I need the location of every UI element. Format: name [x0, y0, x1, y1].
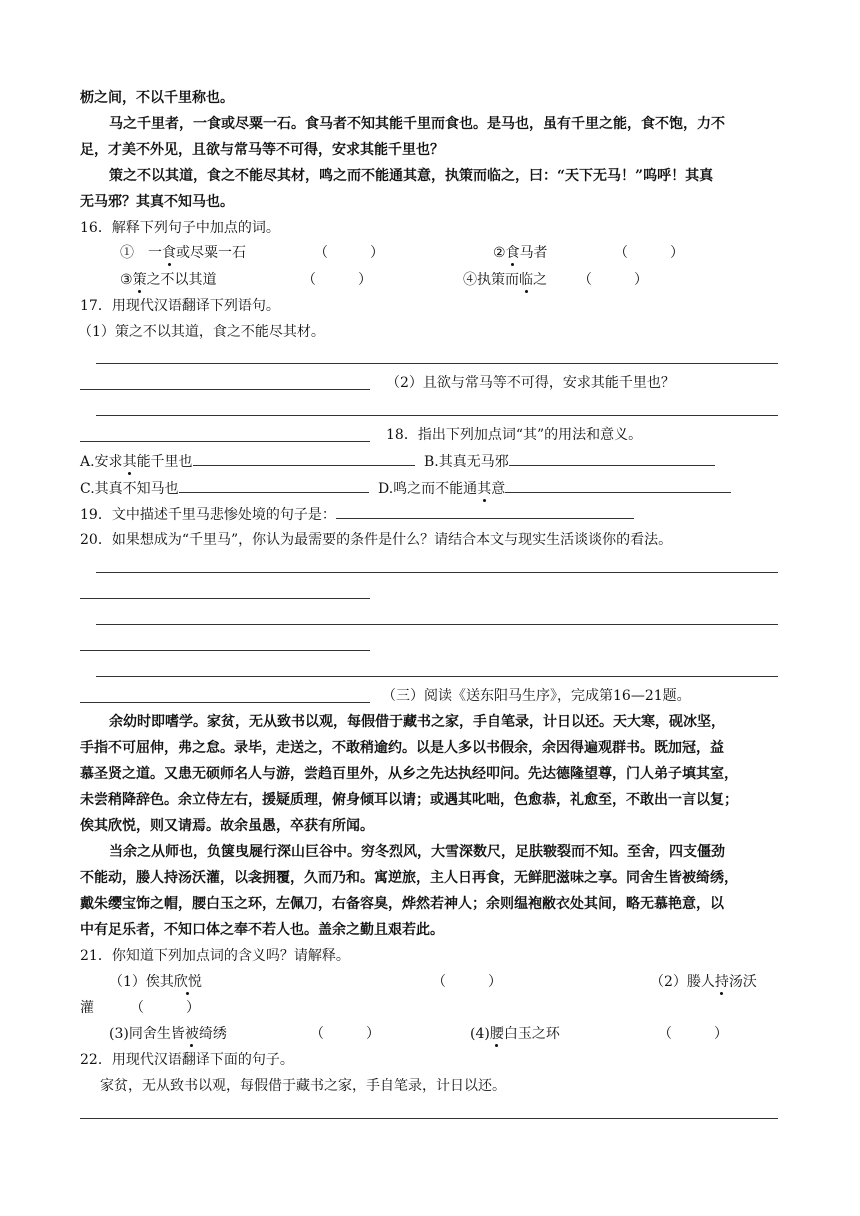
answer-blank[interactable]: （ ） — [310, 1026, 380, 1042]
q18-item-c: C.其真不知马也 — [80, 478, 780, 499]
passage-line: 策之不以其道，食之不能尽其材，鸣之而不能通其意，执策而临之，曰：“天下无马！”呜呼！其真 — [109, 168, 714, 184]
q21-item-2: （2）媵人持汤沃 — [650, 974, 757, 990]
dotted-word: 策 — [132, 272, 147, 288]
passage-line: 余幼时即嗜学。家贫，无从致书以观，每假借于藏书之家，手自笔录，计日以还。天大寒，砚冰坚， — [109, 714, 725, 730]
answer-line[interactable] — [336, 504, 634, 519]
answer-blank[interactable]: （ ） — [314, 245, 384, 261]
question-19: 19．文中描述千里马悲惨处境的句子是： — [80, 504, 780, 525]
section-3-title: （三）阅读《送东阳马生序》，完成第16—21题。 — [382, 688, 691, 704]
q16-item-1: ① 一食或尽粟一石 — [120, 245, 246, 261]
answer-line[interactable] — [96, 624, 778, 625]
answer-blank[interactable]: （ ） — [130, 1000, 200, 1016]
dotted-word: 食 — [505, 245, 520, 261]
answer-line[interactable] — [96, 363, 778, 364]
answer-line[interactable] — [179, 478, 369, 493]
dotted-word: 其 — [477, 481, 492, 497]
dotted-word: 食 — [162, 245, 176, 261]
dotted-word: 欣悦 — [173, 974, 202, 990]
question-20-stem: 20．如果想成为“千里马”，你认为最需要的条件是什么？请结合本文与现实生活谈谈你的看法。 — [80, 532, 673, 548]
passage-line: 马之千里者，一食或尽粟一石。食马者不知其能千里而食也。是马也，虽有千里之能，食不饱，力不 — [109, 116, 725, 132]
question-18-stem: 18．指出下列加点词“其”的用法和意义。 — [386, 427, 643, 443]
passage-line: 当余之从师也，负箧曳屣行深山巨谷中。穷冬烈风，大雪深数尺，足肤皲裂而不知。至舍，四支僵劲 — [109, 844, 725, 860]
dotted-word: 腰 — [489, 1026, 504, 1042]
question-22-stem: 22．用现代汉语翻译下面的句子。 — [80, 1052, 294, 1068]
answer-line[interactable] — [80, 702, 370, 703]
q22-sentence: 家贫，无从致书以观，每假借于藏书之家，手自笔录，计日以还。 — [100, 1078, 506, 1094]
passage-line: 枥之间，不以千里称也。 — [80, 90, 234, 106]
q18-item-d: D.鸣之而不能通其意 — [378, 478, 860, 499]
answer-blank[interactable]: （ ） — [432, 974, 502, 990]
q16-item-2: ②食马者 — [493, 245, 548, 261]
q21-item-1: （1）俟其欣悦 — [109, 974, 202, 990]
q17-sentence-1: （1）策之不以其道，食之不能尽其材。 — [78, 324, 325, 340]
question-21-stem: 21．你知道下列加点词的含义吗？请解释。 — [80, 948, 350, 964]
dotted-word: 持 — [714, 974, 729, 990]
dotted-word: 其 — [122, 454, 137, 470]
answer-line[interactable] — [96, 676, 778, 677]
answer-line[interactable] — [96, 572, 778, 573]
answer-line[interactable] — [80, 389, 370, 390]
q21-item-3: (3)同舍生皆被绮绣 — [109, 1026, 227, 1042]
q18-item-a: A.安求其能千里也 — [80, 451, 780, 472]
q16-item-4: ④执策而临之 — [463, 272, 547, 288]
q16-item-3: ③策之不以其道 — [120, 272, 217, 288]
answer-line[interactable] — [80, 650, 370, 651]
answer-line[interactable] — [80, 598, 370, 599]
answer-line[interactable] — [80, 441, 370, 442]
q18-item-b: B.其真无马邪 — [424, 451, 860, 472]
answer-blank[interactable]: （ ） — [614, 245, 684, 261]
passage-line: 无马邪？其真不知马也。 — [80, 194, 234, 210]
q21-item-2-cont: 灌 （ ） — [80, 1000, 200, 1016]
passage-line: 戴朱缨宝饰之帽，腰白玉之环，左佩刀，右备容臭，烨然若神人；余则缊袍敝衣处其间，略无慕艳意，以 — [80, 896, 724, 912]
q21-item-4: (4)腰白玉之环 — [470, 1026, 560, 1042]
passage-line: 不能动，媵人持汤沃灌，以衾拥覆，久而乃和。寓逆旅，主人日再食，无鲜肥滋味之享。同舍生皆被绮绣， — [80, 870, 738, 886]
answer-blank[interactable]: （ ） — [658, 1026, 728, 1042]
answer-line[interactable] — [505, 478, 731, 493]
passage-line: 慕圣贤之道。又患无硕师名人与游，尝趋百里外，从乡之先达执经叩问。先达德隆望尊，门人弟子填其室， — [80, 766, 738, 782]
question-16-stem: 16．解释下列句子中加点的词。 — [80, 220, 280, 236]
dotted-word: 临 — [519, 272, 533, 288]
answer-line[interactable] — [509, 451, 715, 466]
answer-line[interactable] — [193, 451, 415, 466]
passage-line: 手指不可屈伸，弗之怠。录毕，走送之，不敢稍逾约。以是人多以书假余，余因得遍观群书。既加冠，益 — [80, 740, 724, 756]
q17-sentence-2: （2）且欲与常马等不可得，安求其能千里也？ — [386, 375, 675, 391]
passage-line: 未尝稍降辞色。余立侍左右，援疑质理，俯身倾耳以请；或遇其叱咄，色愈恭，礼愈至，不敢出一言以复； — [80, 792, 738, 808]
answer-blank[interactable]: （ ） — [302, 272, 372, 288]
passage-line: 足，才美不外见，且欲与常马等不可得，安求其能千里也？ — [80, 142, 444, 158]
passage-line: 中有足乐者，不知口体之奉不若人也。盖余之勤且艰若此。 — [80, 922, 444, 938]
dotted-word: 被 — [184, 1026, 199, 1042]
passage-line: 俟其欣悦，则又请焉。故余虽愚，卒获有所闻。 — [80, 818, 374, 834]
answer-blank[interactable]: （ ） — [578, 272, 648, 288]
question-17-stem: 17．用现代汉语翻译下列语句。 — [80, 298, 280, 314]
answer-line[interactable] — [96, 415, 778, 416]
answer-line[interactable] — [80, 1118, 778, 1119]
